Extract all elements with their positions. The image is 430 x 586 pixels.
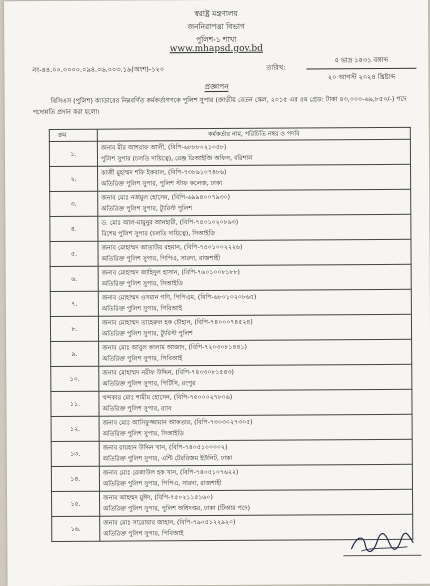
officer-designation: অতিরিক্ত পুলিশ সুপার, পুলিশ অধিদপ্তর, ঢাকা (টিআর পদে) bbox=[103, 504, 251, 513]
ministry-name: স্বরাষ্ট্র মন্ত্রণালয় bbox=[194, 8, 238, 19]
officer-name: জনাব মোঃ আসিফুজ্জামান আকতার, (বিপি-৭৩০৩০২৭৩০৫) bbox=[102, 418, 253, 427]
officer-designation: অতিরিক্ত পুলিশ সুপার, র‍্যাব bbox=[102, 405, 172, 413]
row-officer bbox=[97, 139, 410, 166]
document-page bbox=[4, 0, 430, 586]
table-row bbox=[50, 264, 411, 291]
row-officer bbox=[98, 314, 411, 341]
officer-name: জনাব মোহাম্মদ ওসমান গণি, পিপিএম, (বিপি-৬৮০১০২০৮৬৫) bbox=[101, 293, 257, 302]
row-serial: ৩. bbox=[50, 191, 98, 216]
officer-designation: অতিরিক্ত পুলিশ সুপার, এন্টি টেররিজম ইউনিট, ঢাকা bbox=[102, 454, 233, 463]
row-officer bbox=[99, 439, 412, 466]
officer-name: জনাব মোঃ আবুল কালাম আজাদ, (বিপি-৭২০৩০৮১৪৪১) bbox=[102, 343, 247, 352]
intro-paragraph: বিসিএস (পুলিশ) ক্যাডারের নিম্নবর্ণিত কর্মকর্তাগণকে পুলিশ সুপার (জাতীয় বেতন স্কেল, ২০১৫ এর ৫ম গ্রেড: টাকা ৪৩,০০০-৬৯,৮৫০/-) পদে পদোন্নতি প্রদান করা হলো। bbox=[32, 94, 407, 117]
row-serial: ৫. bbox=[50, 241, 98, 266]
officer-name: জনাব মোহাম্মদ জাহিদুল হাসান, (বিপি-৭৬০১০০৮১৮৮) bbox=[101, 268, 240, 277]
row-officer bbox=[99, 389, 412, 416]
row-serial: ২. bbox=[50, 166, 98, 191]
officer-name: ড. মোঃ আল-মামুনুর আনহারী, (বিপি-৭৫০১০২০৮৯৩) bbox=[101, 218, 239, 227]
table-row bbox=[51, 339, 412, 366]
subject-text: প্রজ্ঞাপন bbox=[204, 81, 229, 92]
promotion-table bbox=[49, 127, 414, 542]
row-serial: ১০. bbox=[51, 366, 99, 391]
signature bbox=[347, 529, 417, 557]
table-row bbox=[50, 164, 411, 191]
date-box bbox=[306, 54, 416, 84]
officer-name: কাজী মুহাম্মদ শফি ইকবাল, (বিপি-৭৩৮৯১০৭৪৮৬) bbox=[101, 168, 227, 177]
table-row bbox=[50, 239, 411, 266]
letterhead bbox=[4, 0, 428, 55]
table-row bbox=[51, 364, 412, 391]
officer-name: খন্দকার মোঃ শামীম হোসেন, (বিপি-৭৫০০০২৭৮০৬) bbox=[102, 393, 233, 402]
row-serial: ৯. bbox=[51, 341, 99, 366]
row-officer bbox=[98, 239, 411, 266]
officer-designation: অতিরিক্ত পুলিশ সুপার, পিপিএ, সারদা, রাজশাহী bbox=[102, 479, 222, 488]
row-officer bbox=[99, 364, 412, 391]
signature-mark bbox=[347, 529, 417, 557]
row-serial: ৬. bbox=[50, 266, 98, 291]
table-row bbox=[51, 414, 412, 441]
row-officer bbox=[98, 164, 411, 191]
row-serial: ৭. bbox=[50, 291, 98, 316]
row-serial: ৪. bbox=[50, 216, 98, 241]
row-serial: ১৫. bbox=[51, 491, 99, 516]
officer-name: জনাব মীর আশরাফ আলী, (বিপি-৬৮৮৮০২১০৫৮) bbox=[100, 143, 227, 152]
row-officer bbox=[98, 264, 411, 291]
table-row bbox=[50, 314, 411, 341]
officer-name: জনাব আহম্মদ মুঈদ, (বিপি-৭৫০২১১৫১৬০) bbox=[103, 494, 213, 502]
officer-designation: অতিরিক্ত পুলিশ সুপার, পিবিআই bbox=[102, 355, 183, 363]
division-name: জননিরাপত্তা বিভাগ bbox=[187, 21, 245, 32]
officer-designation: অতিরিক্ত পুলিশ সুপার, ট্যুরিস্ট পুলিশ bbox=[102, 330, 193, 338]
row-serial: ১৩. bbox=[51, 441, 99, 466]
officer-designation: অতিরিক্ত পুলিশ সুপার, পুলিশ স্টাফ কলেজ, ঢাকা bbox=[101, 179, 223, 188]
table-body bbox=[49, 139, 412, 541]
row-officer bbox=[98, 214, 411, 241]
column-header-serial: ক্রম bbox=[49, 129, 97, 141]
date-bangla: ৫ ভাদ্র ১৪৩১ বঙ্গাব্দ bbox=[306, 54, 416, 70]
row-serial: ১২. bbox=[51, 416, 99, 441]
officer-name: জনাব মোহাম্মদ নরীফ উদ্দিন, (বিপি-৭৪০৩০৮১৫৪৩) bbox=[102, 368, 234, 377]
row-officer bbox=[99, 339, 412, 366]
officer-designation: অতিরিক্ত পুলিশ সুপার, পিটিসি, রংপুর bbox=[102, 380, 196, 388]
table-row bbox=[50, 289, 411, 316]
officer-designation: অতিরিক্ত পুলিশ সুপার, সিআইডি bbox=[102, 430, 184, 438]
row-serial: ১. bbox=[49, 141, 97, 166]
officer-designation: অতিরিক্ত পুলিশ সুপার, পিবিআই bbox=[101, 305, 183, 313]
officer-name: জনাব রায়হান উদ্দিন খান, (বিপি-৭৪০৫১০০০০২) bbox=[102, 443, 228, 452]
table-row bbox=[51, 489, 412, 516]
officer-name: জনাব মোহাম্মদ তাহেরুল হক চৌহান, (বিপি-৭৪০০০৭৪৫২৪) bbox=[101, 318, 253, 327]
row-officer bbox=[99, 489, 412, 516]
officer-name: জনাব মোঃ নজমুল হোসেন, (বিপি-৬৯৯৪০০৭৯৩০) bbox=[101, 193, 231, 202]
table-row bbox=[51, 464, 412, 491]
row-serial: ১১. bbox=[51, 391, 99, 416]
website-link[interactable]: www.mhapsd.gov.bd bbox=[169, 43, 263, 55]
officer-designation: অতিরিক্ত পুলিশ সুপার, পিপিএ, সারদা, রাজশাহী bbox=[101, 254, 221, 263]
table-row bbox=[50, 189, 411, 216]
column-header-officer: কর্মকর্তার নাম, পরিচিতি নম্বর ও পদবি bbox=[97, 127, 410, 141]
officer-designation: অতিরিক্ত পুলিশ সুপার, সিআইডি bbox=[101, 280, 183, 288]
table-row bbox=[49, 139, 410, 166]
memo-number: নং-৪৪.০০.০০০০.০৯৪.০৬.০০৩.১৯(অংশ)-১২০ bbox=[32, 65, 165, 75]
officer-designation: বিশেষ পুলিশ সুপার (চলতি দায়িত্বে), সিআইডি bbox=[101, 230, 215, 238]
officer-name: জনাব মোঃ রেজাউল হক খান, (বিপি-৭৪০৫১০৭৬২২) bbox=[102, 468, 239, 477]
row-serial: ১৬. bbox=[52, 516, 100, 541]
branch-name: পুলিশ-১ শাখা bbox=[196, 34, 237, 45]
row-officer bbox=[99, 464, 412, 491]
row-officer bbox=[99, 414, 412, 441]
table-row bbox=[51, 439, 412, 466]
date-label: তারিখ: bbox=[266, 63, 286, 72]
table-row bbox=[50, 214, 411, 241]
officer-designation: অতিরিক্ত পুলিশ সুপার, ট্যুরিস্ট পুলিশ bbox=[101, 205, 193, 213]
officer-designation: অতিরিক্ত পুলিশ সুপার, পিবিআই bbox=[103, 530, 184, 538]
table-row bbox=[51, 389, 412, 416]
date-gregorian: ২০ আগস্ট ২০২৪ খ্রিষ্টাব্দ bbox=[327, 72, 396, 82]
row-officer bbox=[98, 189, 411, 216]
row-serial: ৮. bbox=[50, 316, 98, 341]
officer-name: জনাব মোহাম্মদ আতাউর রহমান, (বিপি-৭৫০১০০২২২৬) bbox=[101, 243, 243, 252]
officer-name: জনাব মোঃ সারোয়ার জাহান, (বিপি-৭৯০৫১২২৯২০) bbox=[103, 518, 236, 527]
row-officer bbox=[98, 289, 411, 316]
officer-designation: পুলিশ সুপার (চলতি দায়িত্বে), রেঞ্জ ডিআইজি অফিস, বরিশাল bbox=[100, 154, 253, 163]
row-serial: ১৪. bbox=[51, 466, 99, 491]
